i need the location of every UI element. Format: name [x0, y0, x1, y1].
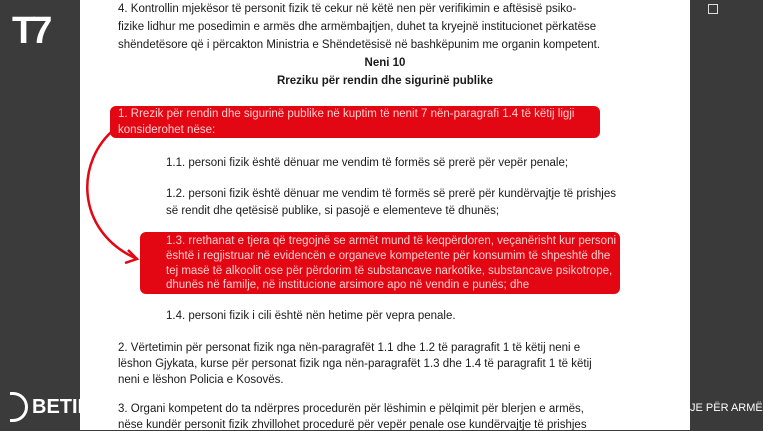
- para1-line2: konsiderohet nëse:: [118, 124, 216, 136]
- red-arrow-annotation: [80, 0, 690, 430]
- document-page: [80, 0, 690, 430]
- right-video-bar: [690, 0, 750, 430]
- article-number: Neni 10: [364, 57, 406, 69]
- square-icon: [708, 4, 718, 14]
- para2-line3: neni e lëshon Policia e Kosovës.: [118, 374, 284, 386]
- para1-3-line3: tej masë të alkoolit ose për përdorim të substancave narkotike, substancave psikotrope,: [166, 265, 613, 277]
- watermark-logo: [10, 392, 100, 422]
- para1-3-line4: dhunës në familje, në institucione arsimore apo në vendin e punës; dhe: [166, 279, 530, 291]
- item4-line1: 4. Kontrollin mjekësor të personit fizik të cekur në këtë nen për verifikimin e aftësisë psiko-: [118, 3, 577, 15]
- watermark-text: BETIMI: [32, 395, 100, 418]
- news-ticker: JE PËR ARMË: [690, 402, 763, 414]
- article-title: Rreziku për rendin dhe sigurinë publike: [277, 75, 493, 87]
- para2-line1: 2. Vërtetimin për personat fizik nga nën-paragrafët 1.1 dhe 1.2 të paragrafit 1 të këtij neni e: [118, 342, 581, 354]
- channel-logo: T7: [12, 10, 49, 52]
- para3-line2: nëse kundër personit fizik zhvillohet procedurë për vepër penale ose kundërvajtje të prishjes: [118, 419, 587, 431]
- para1-2-line1: 1.2. personi fizik është dënuar me vendim të formës së prerë për kundërvajtje të prishjes: [166, 188, 616, 200]
- para2-line2: lëshon Gjykata, kurse për personat fizik nga nën-paragrafët 1.3 dhe 1.4 të paragrafit 1 të këtij: [118, 358, 592, 370]
- item4-line3: shëndetësore që i përcakton Ministria e Shëndetësisë në bashkëpunim me organin kompetent.: [118, 39, 601, 51]
- betimi-mark-icon: [10, 392, 28, 422]
- para1-2-line2: së rendit dhe qetësisë publike, si pasojë e elementeve të dhunës;: [166, 205, 500, 217]
- para1-3-line2: është i regjistruar në evidencën e organeve kompetente për konsumim të shpeshtë dhe: [166, 250, 611, 262]
- para3-line1: 3. Organi kompetent do ta ndërpres procedurën për lëshimin e pëlqimit për blerjen e armës,: [118, 403, 584, 415]
- para1-4: 1.4. personi fizik i cili është nën hetime për vepra penale.: [166, 310, 456, 322]
- item4-line2: fizike lidhur me posedimin e armës dhe armëmbajtjen, duhet ta kryejnë institucionet përkatëse: [118, 21, 597, 33]
- para1-3-line1: 1.3. rrethanat e tjera që tregojnë se armët mund të keqpërdoren, veçanërisht kur personi: [166, 235, 617, 247]
- para1-1: 1.1. personi fizik është dënuar me vendim të formës së prerë për vepër penale;: [166, 157, 569, 169]
- para1-line1: 1. Rrezik për rendin dhe sigurinë publike në kuptim të nenit 7 nën-paragrafi 1.4 të këtij ligji: [118, 108, 575, 120]
- left-video-bar: [0, 0, 80, 430]
